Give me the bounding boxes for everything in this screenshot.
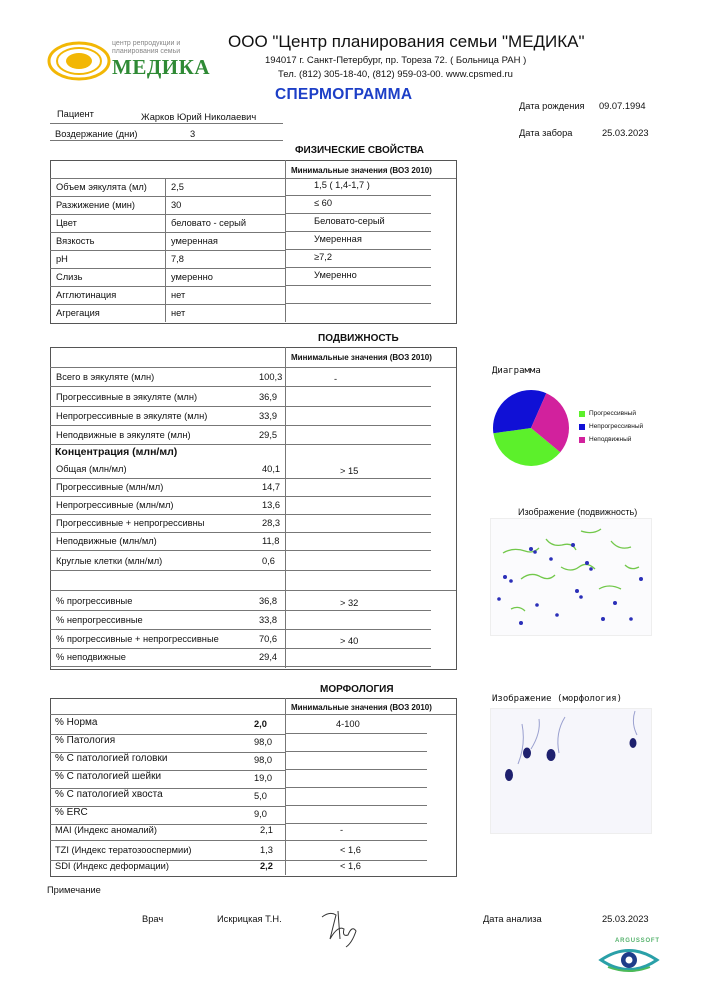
row-divider (50, 232, 285, 233)
row-divider (50, 666, 285, 667)
row-min-value: - (340, 825, 344, 835)
row-label: Агглютинация (56, 290, 117, 300)
logo-word: МЕДИКА (112, 55, 211, 79)
org-phones: Тел. (812) 305-18-40, (812) 959-03-00. www.cpsmed.ru (278, 69, 513, 80)
document-title: СПЕРМОГРАММА (275, 86, 413, 103)
row-divider (50, 425, 285, 426)
row-label: % непрогрессивные (56, 615, 143, 625)
row-label: Непрогрессивные (млн/мл) (56, 500, 174, 510)
row-label: Прогрессивные в эякуляте (млн) (56, 392, 198, 402)
row-label: % С патологией головки (55, 753, 168, 764)
row-min-value: Умеренно (314, 270, 357, 280)
row-divider (285, 733, 427, 734)
row-min-value: > 40 (340, 636, 359, 646)
row-divider (50, 386, 285, 387)
row-divider (285, 406, 431, 407)
row-label: Неподвижные (млн/мл) (56, 536, 157, 546)
row-value: 29,5 (259, 430, 278, 440)
row-divider (50, 214, 285, 215)
logo-small-text: центр репродукции и планирования семьи (112, 40, 181, 55)
row-divider (285, 285, 431, 286)
row-divider (50, 840, 285, 841)
row-label: % С патологией шейки (55, 771, 162, 782)
row-divider (285, 629, 431, 630)
row-label: % ERC (55, 807, 88, 818)
morphology-image-caption: Изображение (морфология) (492, 694, 623, 704)
row-min-value: < 1,6 (340, 845, 361, 855)
logo-emblem-icon (47, 40, 111, 82)
row-label: Цвет (56, 218, 77, 228)
row-min-value: > 32 (340, 598, 359, 608)
row-value: 13,6 (262, 500, 281, 510)
row-divider (285, 666, 431, 667)
row-divider (285, 648, 431, 649)
row-label: Непрогрессивные в эякуляте (млн) (56, 411, 208, 421)
row-label: Слизь (56, 272, 83, 282)
row-value: 2,5 (171, 182, 184, 192)
row-label: Общая (млн/мл) (56, 464, 127, 474)
row-value: 36,9 (259, 392, 278, 402)
patient-name: Жарков Юрий Николаевич (141, 112, 257, 122)
argussoft-text: ARGUSSOFT (615, 938, 660, 944)
row-value: 2,1 (260, 825, 273, 835)
eye-logo-icon (598, 945, 660, 975)
sample-date-value: 25.03.2023 (602, 128, 649, 138)
row-divider (285, 823, 427, 824)
motility-microscope-image (490, 518, 652, 636)
row-divider (285, 267, 431, 268)
row-divider (50, 250, 285, 251)
birth-date-value: 09.07.1994 (599, 101, 646, 111)
row-value: 2,0 (254, 719, 267, 729)
row-divider (285, 425, 431, 426)
row-divider (285, 805, 427, 806)
row-divider (285, 769, 427, 770)
motility-pie-chart (486, 383, 576, 473)
row-label: % прогрессивные (56, 596, 133, 606)
row-label: Агрегация (56, 308, 100, 318)
row-label: Прогрессивные + непрогрессивны (56, 518, 205, 528)
row-value: умеренно (171, 272, 213, 282)
row-min-value: ≤ 60 (314, 198, 333, 208)
morphology-section-title: МОРФОЛОГИЯ (320, 684, 394, 695)
row-value: 36,8 (259, 596, 278, 606)
row-divider (285, 514, 431, 515)
row-divider (285, 444, 431, 445)
row-divider (50, 286, 285, 287)
row-label: % прогрессивные + непрогрессивные (56, 634, 219, 644)
row-label: Всего в эякуляте (млн) (56, 372, 155, 382)
row-value: нет (171, 308, 186, 318)
note-label: Примечание (47, 885, 101, 895)
row-value: 14,7 (262, 482, 281, 492)
row-value: 98,0 (254, 755, 273, 765)
row-value: 40,1 (262, 464, 281, 474)
row-value: 5,0 (254, 791, 267, 801)
concentration-title: Концентрация (млн/мл) (55, 446, 178, 458)
row-divider (285, 386, 431, 387)
motility-image-caption: Изображение (подвижность) (518, 507, 638, 517)
morphology-microscope-image (490, 708, 652, 834)
row-value: 9,0 (254, 809, 267, 819)
row-divider (50, 496, 285, 497)
row-divider (50, 444, 285, 445)
doctor-label: Врач (142, 914, 164, 924)
morphology-min-header: Минимальные значения (ВОЗ 2010) (291, 703, 432, 712)
row-label: % Норма (55, 717, 98, 728)
row-min-value: < 1,6 (340, 861, 361, 871)
row-value: нет (171, 290, 186, 300)
row-label: TZI (Индекс тератозооспермии) (55, 845, 192, 855)
row-divider (50, 532, 285, 533)
row-divider (50, 629, 285, 630)
row-value: 19,0 (254, 773, 273, 783)
row-divider (285, 751, 427, 752)
row-label: Разжижение (мин) (56, 200, 136, 210)
row-min-value: Беловато-серый (314, 216, 385, 226)
row-value: 98,0 (254, 737, 273, 747)
row-divider (285, 231, 431, 232)
row-value: 33,9 (259, 411, 278, 421)
row-divider (50, 478, 285, 479)
abstinence-value: 3 (190, 129, 196, 139)
row-divider (50, 570, 285, 571)
sample-date-label: Дата забора (519, 128, 573, 138)
row-divider (285, 550, 431, 551)
row-divider (285, 303, 431, 304)
row-label: Объем эякулята (мл) (56, 182, 147, 192)
birth-date-label: Дата рождения (519, 101, 585, 111)
row-value: 70,6 (259, 634, 278, 644)
legend-swatch (579, 424, 585, 430)
row-min-value: Умеренная (314, 234, 362, 244)
row-divider (285, 570, 431, 571)
row-value: 2,2 (260, 861, 273, 871)
row-min-value: > 15 (340, 466, 359, 476)
row-divider (50, 648, 285, 649)
row-value: 28,3 (262, 518, 281, 528)
row-divider (285, 213, 431, 214)
org-address: 194017 г. Санкт-Петербург, пр. Тореза 72. ( Больница РАН ) (265, 55, 527, 66)
motility-min-header: Минимальные значения (ВОЗ 2010) (291, 353, 432, 362)
abstinence-label: Воздержание (дни) (55, 129, 138, 139)
row-value: 29,4 (259, 652, 278, 662)
row-divider (285, 249, 431, 250)
row-value: 7,8 (171, 254, 184, 264)
row-label: % неподвижные (56, 652, 126, 662)
row-value: 1,3 (260, 845, 273, 855)
row-divider (285, 840, 427, 841)
diagram-title: Диаграмма (492, 366, 541, 376)
row-divider (50, 590, 456, 591)
legend-swatch (579, 437, 585, 443)
row-min-value: - (334, 374, 338, 384)
row-divider (50, 610, 285, 611)
row-value: 30 (171, 200, 182, 210)
row-label: Неподвижные в эякуляте (млн) (56, 430, 191, 440)
patient-label: Пациент (57, 109, 94, 119)
row-divider (285, 787, 427, 788)
row-divider (50, 514, 285, 515)
row-label: MAI (Индекс аномалий) (55, 825, 157, 835)
org-name: ООО "Центр планирования семьи "МЕДИКА" (228, 32, 585, 51)
row-value: умеренная (171, 236, 218, 246)
motility-section-title: ПОДВИЖНОСТЬ (318, 333, 399, 344)
row-label: SDI (Индекс деформации) (55, 861, 169, 871)
row-label: % Патология (55, 735, 116, 746)
analysis-date-label: Дата анализа (483, 914, 542, 924)
row-value: 100,3 (259, 372, 283, 382)
row-value: 0,6 (262, 556, 275, 566)
row-min-value: ≥7,2 (314, 252, 333, 262)
doctor-signature (318, 905, 360, 951)
row-divider (285, 195, 431, 196)
legend-label: Прогрессивный (589, 410, 636, 417)
row-divider (50, 196, 285, 197)
row-divider (285, 610, 431, 611)
row-min-value: 1,5 ( 1,4-1,7 ) (314, 180, 370, 190)
doctor-name: Искрицкая Т.Н. (217, 914, 282, 924)
physical-section-title: ФИЗИЧЕСКИЕ СВОЙСТВА (295, 145, 425, 156)
row-divider (50, 406, 285, 407)
row-value: беловато - серый (171, 218, 247, 228)
row-label: Круглые клетки (млн/мл) (56, 556, 163, 566)
row-divider (50, 268, 285, 269)
row-divider (285, 532, 431, 533)
legend-swatch (579, 411, 585, 417)
legend-label: Непрогрессивный (589, 423, 644, 430)
legend-label: Неподвижный (589, 436, 632, 443)
row-value: 11,8 (262, 536, 280, 546)
row-divider (50, 304, 285, 305)
row-divider (50, 550, 285, 551)
row-value: 33,8 (259, 615, 278, 625)
row-divider (285, 478, 431, 479)
row-divider (285, 496, 431, 497)
row-label: Прогрессивные (млн/мл) (56, 482, 164, 492)
physical-min-header: Минимальные значения (ВОЗ 2010) (291, 166, 432, 175)
analysis-date-value: 25.03.2023 (602, 914, 649, 924)
row-min-value: 4-100 (336, 719, 360, 729)
row-label: pH (56, 254, 68, 264)
row-label: % С патологией хвоста (55, 789, 163, 800)
row-label: Вязкость (56, 236, 95, 246)
